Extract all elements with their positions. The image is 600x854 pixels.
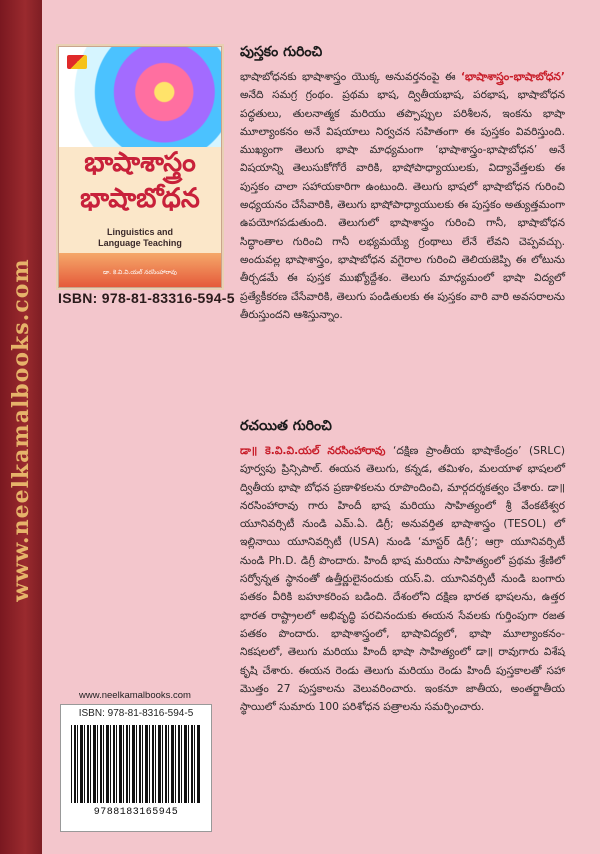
about-book-prefix: భాషాబోధనకు భాషాశాస్త్రం యొక్క అనువర్తనంపై ఈ <box>240 70 461 83</box>
cover-subtitle-line1: Linguistics and <box>106 227 173 237</box>
about-book-highlight: ‘భాషాశాస్త్రం-భాషాబోధన’ <box>460 70 565 83</box>
section-heading-about-book: పుస్తకం గురించి <box>240 44 323 60</box>
section-heading-about-author: రచయిత గురించి <box>240 418 332 434</box>
barcode-isbn: ISBN: 978-81-8316-594-5 <box>78 708 194 719</box>
barcode-card <box>60 704 212 832</box>
cover-title-line1: భాషాశాస్త్రం <box>84 147 196 178</box>
barcode-website: www.neelkamalbooks.com <box>79 690 191 701</box>
spine <box>0 0 42 854</box>
author-name: డా॥ కె.వి.వి.యల్ నరసింహారావు <box>240 444 386 457</box>
barcode-area <box>60 690 210 830</box>
about-book-body: అనేది సమగ్ర గ్రంథం. ప్రథమ భాష, ద్వితీయభాష, పరభాష, భాషాబోధన పద్ధతులు, తులనాత్మక మరియు తప్పొప్పుల పరిశీలన, ఇంకను భాషా మూల్యాంకనం అనే విషయాలు నిర్వచన సహితంగా ఈ పుస్తకం వివరిస్తుంది. ముఖ్యంగా తెలుగు భాషా మాధ్యమంగా ‘భాషాశాస్త్రం-భాషాబోధన’ అనే విషయాన్ని తెలుసుకోగోరే వారికి, భాషోపాధ్యాయులకు, విద్యావేత్తలకు ఈ పుస్తకం చాలా సహాయకారిగా ఉంటుంది. తెలుగు భాషలో భాషాబోధన గురించి అధ్యయనం చేసేవారికి, తెలుగు భాషోపాధ్యాయులకు ఈ పుస్తకం అత్యుత్తమంగా ఉపయోగపడుతుంది. తెలుగులో భాషాశాస్త్రం గురించి గానీ, భాషాబోధన సిద్ధాంతాల గురించి గానీ లభ్యమయ్యే గ్రంథాలు లేనే లేవని చెప్పవచ్చు. అందువల్ల భాషాశాస్త్రం, భాషాబోధన వగైరాల గురించి తెలియజెప్పి ఈ లోటును తీర్చడమే ఈ పుస్తక ముఖ్యోద్దేశం. తెలుగు మాధ్యమంలో భాషా విద్యలో ప్రత్యేకీకరణ చేసేవారికి, తెలుగు పండితులకు ఈ పుస్తకం వారి వారి అవసరాలను తీరుస్తుందని ఆశిస్తున్నాం. <box>240 88 565 321</box>
about-book-paragraph <box>240 68 565 324</box>
barcode-bars <box>71 725 201 803</box>
cover-author: డా. కె.వి.వి.యల్ నరసింహారావు <box>103 269 177 276</box>
cover-subtitle <box>59 227 221 249</box>
isbn-label: ISBN: 978-81-83316-594-5 <box>58 290 235 306</box>
publisher-logo-icon <box>67 55 87 69</box>
barcode-number: 9788183165945 <box>93 807 179 818</box>
spine-website: www.neelkamalbooks.com <box>8 258 34 602</box>
cover-title-line2: భాషాబోధన <box>80 183 200 214</box>
about-author-body: ‘దక్షిణ ప్రాంతీయ భాషాకేంద్రం’ (SRLC) పూర్వపు ప్రిన్సిపాల్. ఈయన తెలుగు, కన్నడ, తమిళం, మలయాళ భాషలలో ద్వితీయ భాషా బోధన ప్రణాళికలను రూపొందించి, మార్గదర్శకత్వం చేశారు. డా॥ నరసింహారావు గారు హిందీ భాష మరియు సాహిత్యంలో శ్రీ వేంకటేశ్వర యూనివర్సిటీ నుండి ఎమ్.ఏ. డిగ్రీ; అనువర్తిత భాషాశాస్త్రం (TESOL) లో ఇల్లినాయి యూనివర్సిటీ (USA) నుండి ‘మాస్టర్ డిగ్రీ’; ఆగ్రా యూనివర్సిటీ నుండి Ph.D. డిగ్రీ పొందారు. హిందీ భాష మరియు సాహిత్యంలో ప్రథమ శ్రేణిలో సర్వోన్నత స్థానంతో ఉత్తీర్ణులైనందుకు యస్.వి. యూనివర్సిటీ నుండి బంగారు పతకం వీరికి బహూకరింప బడింది. దేశంలోని దక్షిణ భారత భాషలను, ఉత్తర భారత రాష్ట్రాలలో అభివృద్ధి పరచినందుకు ఈయన సేవలకు గుర్తింపుగా రజత పతకం పొందారు. భాషాశాస్త్రంలో, భాషావిద్యలో, భాషా మూల్యాంకనం-నికషలలో, తెలుగు మరియు హిందీ భాషా సాహిత్యంలో డా॥ రావుగారు విశేష కృషి చేశారు. ఈయన రెండు తెలుగు మరియు రెండు హిందీ పుస్తకాలతో సహా మొత్తం 27 పుస్తకాలను వెలువరించారు. ఇంకనూ జాతీయ, అంతర్జాతీయ స్థాయిలో సుమారు 100 పరిశోధన పత్రాలను సమర్పించారు. <box>240 444 565 714</box>
cover-subtitle-line2: Language Teaching <box>98 238 182 248</box>
about-author-paragraph <box>240 442 565 716</box>
front-cover-thumbnail <box>58 46 222 288</box>
